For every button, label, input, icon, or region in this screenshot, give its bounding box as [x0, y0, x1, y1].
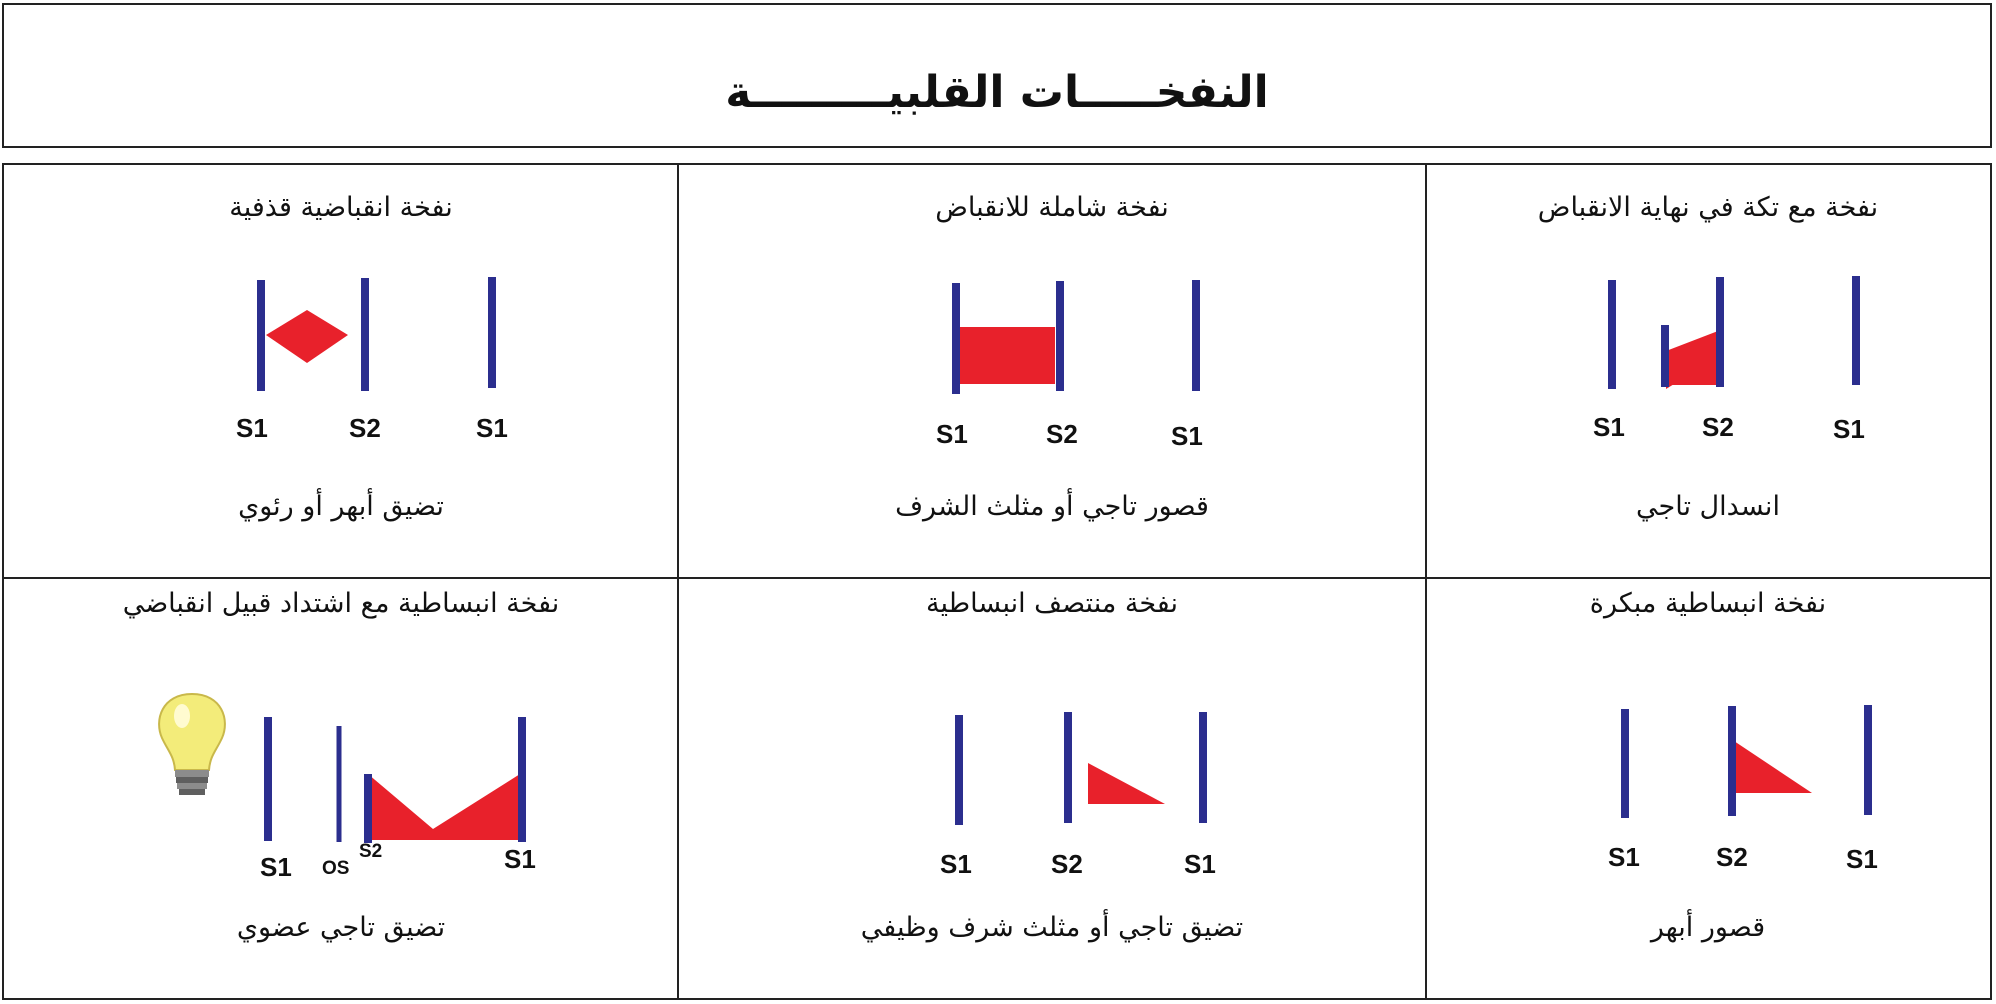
cell-mid-diastolic	[678, 578, 1426, 998]
sound-label: S1	[1846, 844, 1878, 874]
cell-caption: تضيق تاجي عضوي	[236, 912, 446, 943]
sound-label: S1	[476, 413, 508, 443]
sound-label: S2	[1702, 412, 1734, 442]
cell-caption: قصور تاجي أو مثلث الشرف	[895, 491, 1209, 522]
page-title: النفخـــــات القلبيـــــــــة	[725, 67, 1269, 118]
murmur-shape-triangle	[1088, 763, 1165, 804]
cell-title: نفخة مع تكة في نهاية الانقباض	[1537, 192, 1879, 223]
cell-holosystolic	[678, 165, 1426, 578]
sound-label: S1	[260, 852, 292, 882]
sound-label: S2	[1051, 849, 1083, 879]
sound-label: S1	[1833, 414, 1865, 444]
murmur-grid	[2, 163, 1992, 1000]
murmur-shape-crescendo	[1666, 331, 1718, 385]
cell-title: نفخة منتصف انبساطية	[926, 588, 1178, 619]
sound-label: OS	[322, 858, 350, 879]
sound-label: S2	[1716, 842, 1748, 872]
sound-label: S1	[940, 849, 972, 879]
sound-label: S1	[1593, 412, 1625, 442]
sound-label: S1	[504, 844, 536, 874]
sound-label: S1	[236, 413, 268, 443]
sound-label: S2	[359, 841, 383, 862]
murmur-shape-diamond	[266, 310, 348, 363]
cell-title: نفخة انقباضية قذفية	[229, 192, 453, 223]
cell-late-systolic-click	[1426, 165, 1990, 578]
sound-label: S1	[1608, 842, 1640, 872]
murmur-shape-decrescendo	[1734, 741, 1812, 793]
sound-label: S2	[1046, 419, 1078, 449]
sound-label: S1	[936, 419, 968, 449]
cell-caption: تضيق تاجي أو مثلث شرف وظيفي	[860, 912, 1244, 943]
cell-title: نفخة شاملة للانقباض	[935, 192, 1169, 223]
cell-caption: تضيق أبهر أو رئوي	[238, 491, 444, 522]
cell-title: نفخة انبساطية مع اشتداد قبيل انقباضي	[122, 588, 560, 619]
cell-title: نفخة انبساطية مبكرة	[1589, 588, 1827, 619]
sound-label: S2	[349, 413, 381, 443]
title-banner	[2, 3, 1992, 148]
cell-ejection-systolic	[4, 165, 678, 578]
murmur-shape-decrescendo-crescendo	[368, 774, 520, 840]
cell-diastolic-presystolic	[4, 578, 678, 998]
sound-label: S1	[1184, 849, 1216, 879]
lightbulb-icon	[159, 694, 225, 795]
sound-label: S1	[1171, 421, 1203, 451]
cell-caption: انسدال تاجي	[1636, 491, 1780, 522]
cell-caption: قصور أبهر	[1650, 912, 1766, 943]
cell-early-diastolic	[1426, 578, 1990, 998]
murmur-shape-rect	[956, 327, 1055, 384]
